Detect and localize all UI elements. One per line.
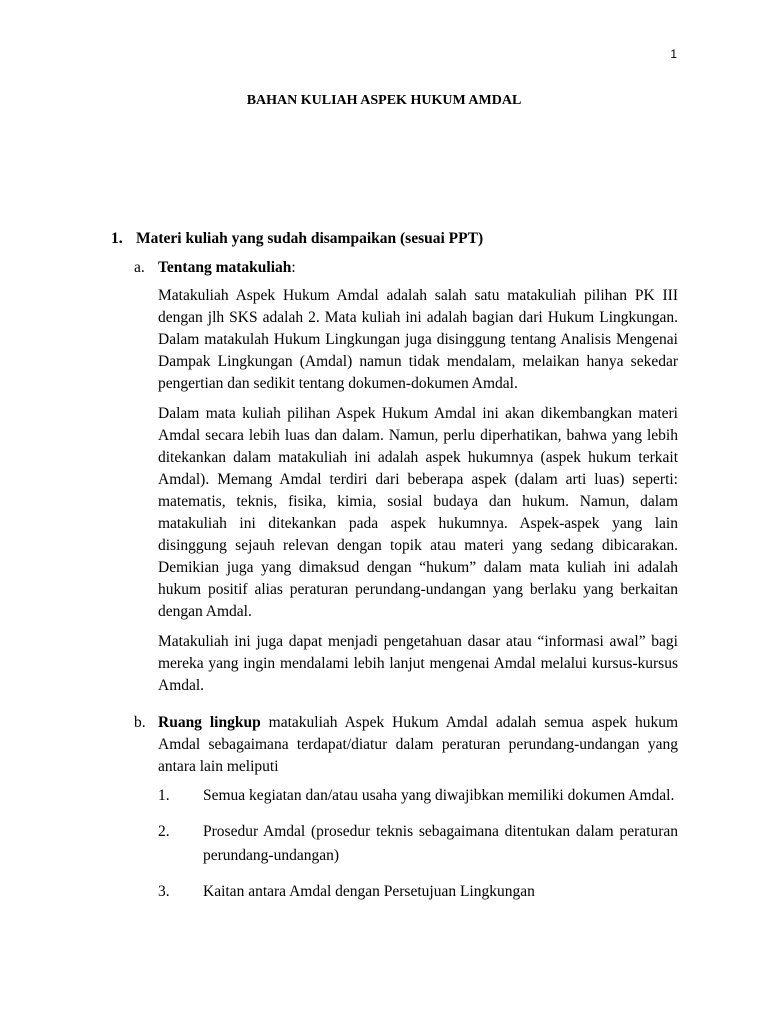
subsection-a-title-colon: :: [291, 259, 296, 276]
list-item: [158, 820, 678, 868]
list-item-number: 1.: [158, 787, 170, 804]
subsection-a-title-text: Tentang matakuliah: [158, 259, 292, 276]
list-item-text: Kaitan antara Amdal dengan Persetujuan Lingkungan: [203, 883, 535, 900]
page-number: 1: [670, 47, 677, 61]
list-item-number: 3.: [158, 883, 170, 900]
list-item: [158, 784, 678, 808]
list-item-text: Prosedur Amdal (prosedur teknis sebagaimana ditentukan dalam peraturan perundang-undangan): [203, 823, 678, 864]
scope-list: [158, 784, 678, 904]
section-heading: [111, 228, 678, 250]
list-item-text: Semua kegiatan dan/atau usaha yang diwajibkan memiliki dokumen Amdal.: [203, 787, 675, 804]
list-item: [158, 880, 678, 904]
section-number: 1.: [111, 230, 123, 247]
subsection-a-body: [158, 257, 678, 705]
subsection-a-letter: a.: [134, 259, 145, 276]
paragraph: Matakuliah Aspek Hukum Amdal adalah salah satu matakuliah pilihan PK III dengan jlh SKS adalah 2. Mata kuliah ini adalah bagian dari Hukum Lingkungan. Dalam matakulah Hukum Lingkungan juga disinggung tentang Analisis Mengenai Dampak Lingkungan (Amdal) namun tidak mendalam, melaikan hanya sekedar pengertian dan sedikit tentang dokumen-dokumen Amdal.: [158, 287, 678, 392]
subsection-b-body: [158, 712, 678, 916]
subsection-b-intro-text: matakuliah Aspek Hukum Amdal adalah semua aspek hukum Amdal sebagaimana terdapat/diatur dalam peraturan perundang-undangan yang antara lain meliputi: [158, 714, 678, 775]
document-body: [111, 228, 678, 916]
subsection-b-letter: b.: [134, 714, 146, 731]
section-heading-text: Materi kuliah yang sudah disampaikan (sesuai PPT): [136, 230, 484, 247]
list-item-number: 2.: [158, 823, 170, 840]
subsection-b: [111, 712, 678, 916]
subsection-b-bold-lead: Ruang lingkup: [158, 714, 261, 731]
paragraph: Dalam mata kuliah pilihan Aspek Hukum Amdal ini akan dikembangkan materi Amdal secara lebih luas dan dalam. Namun, perlu diperhatikan, bahwa yang lebih ditekankan dalam matakuliah ini adalah aspek hukumnya (aspek hukum terkait Amdal). Memang Amdal terdiri dari beberapa aspek (dalam arti luas) seperti: matematis, teknis, fisika, kimia, sosial budaya dan hukum. Namun, dalam matakuliah ini ditekankan pada aspek hukumnya. Aspek-aspek yang lain disinggung sejauh relevan dengan topik atau materi yang sedang dibicarakan. Demikian juga yang dimaksud dengan “hukum” dalam mata kuliah ini adalah hukum positif alias peraturan perundang-undangan yang berlaku yang berkaitan dengan Amdal.: [158, 405, 678, 620]
paragraph: Matakuliah ini juga dapat menjadi pengetahuan dasar atau “informasi awal” bagi mereka yang ingin mendalami lebih lanjut mengenai Amdal melalui kursus-kursus Amdal.: [158, 633, 678, 694]
document-title: BAHAN KULIAH ASPEK HUKUM AMDAL: [246, 93, 522, 108]
subsection-a: [111, 257, 678, 705]
subsection-b-intro: [158, 712, 678, 778]
subsection-a-title: [158, 257, 678, 279]
